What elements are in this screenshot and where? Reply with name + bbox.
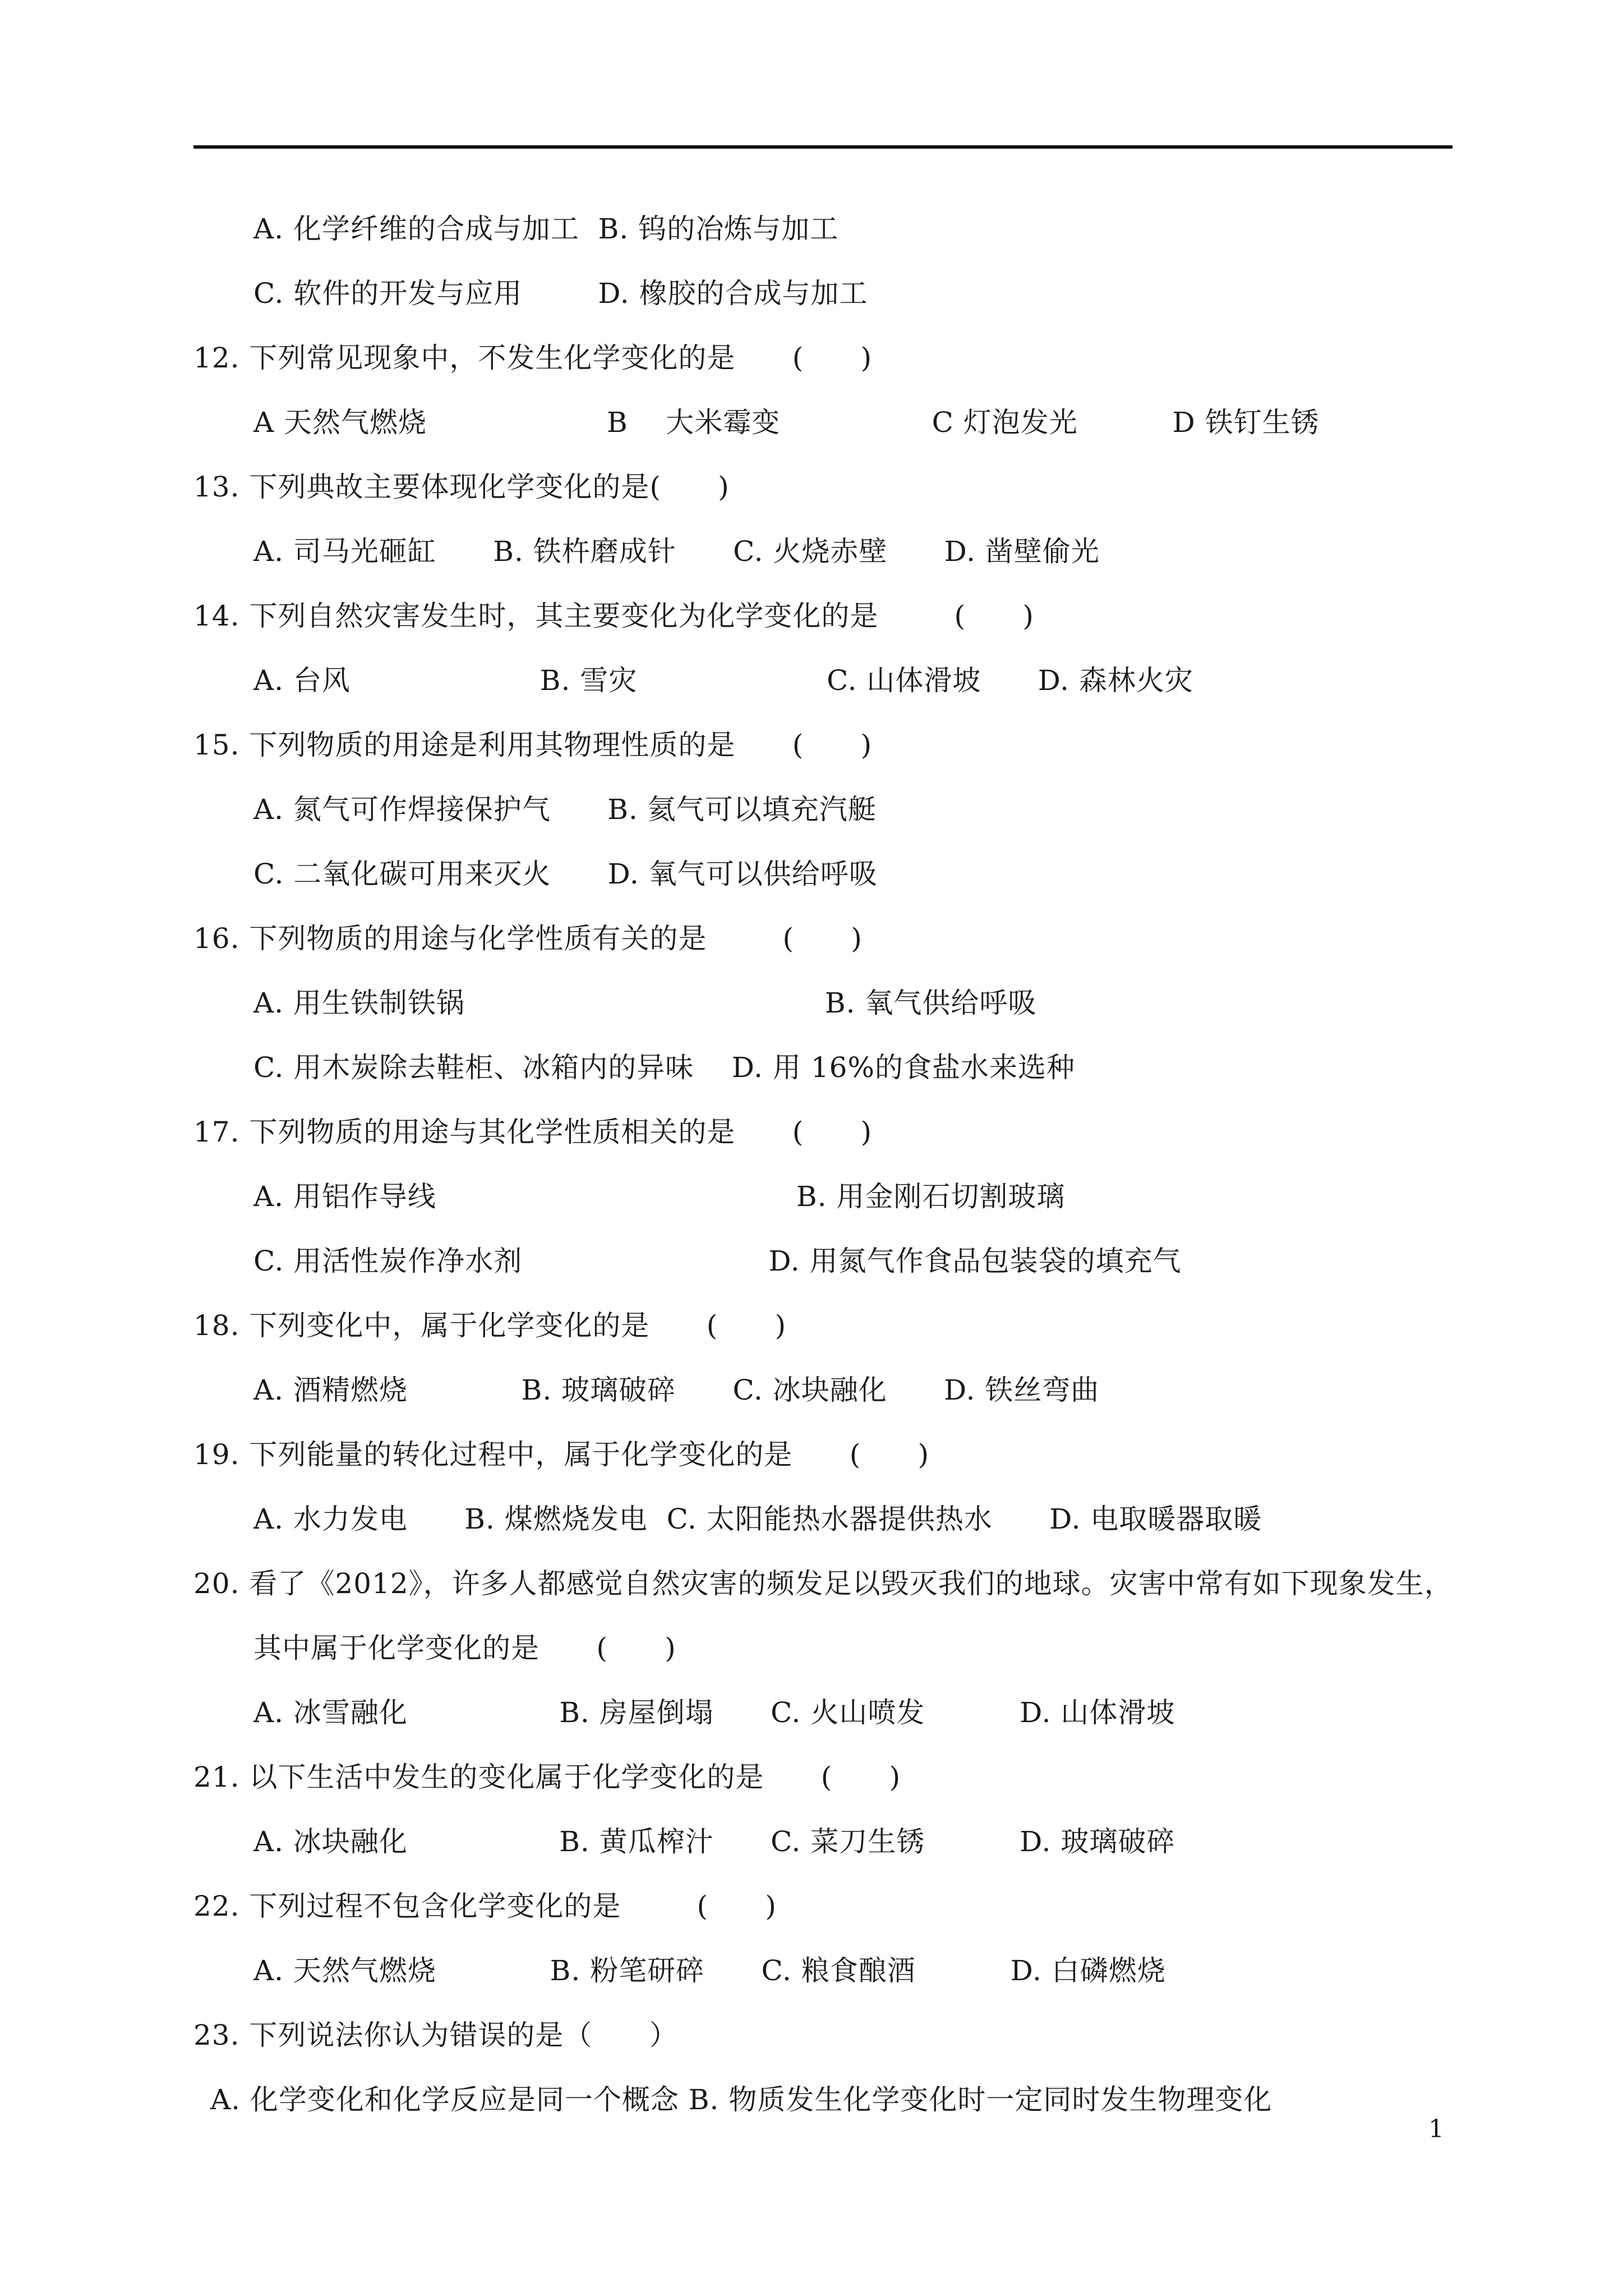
q18-stem: 18. 下列变化中，属于化学变化的是 ( ) xyxy=(193,1309,787,1342)
q15-stem: 15. 下列物质的用途是利用其物理性质的是 ( ) xyxy=(193,729,873,761)
q20-options: A. 冰雪融化 B. 房屋倒塌 C. 火山喷发 D. 山体滑坡 xyxy=(253,1696,1175,1729)
q17-options-ab: A. 用铝作导线 B. 用金刚石切割玻璃 xyxy=(253,1180,1066,1213)
q20-stem: 20. 看了《2012》，许多人都感觉自然灾害的频发足以毁灭我们的地球。灾害中常有如下现象发生， xyxy=(193,1567,1453,1600)
q14-options: A. 台风 B. 雪灾 C. 山体滑坡 D. 森林火灾 xyxy=(253,664,1193,697)
q14-stem: 14. 下列自然灾害发生时，其主要变化为化学变化的是 ( ) xyxy=(193,600,1034,632)
q23-stem: 23. 下列说法你认为错误的是（ ） xyxy=(193,2019,678,2051)
q13-stem: 13. 下列典故主要体现化学变化的是( ) xyxy=(193,471,730,503)
q19-stem: 19. 下列能量的转化过程中，属于化学变化的是 ( ) xyxy=(193,1438,930,1471)
q17-options-cd: C. 用活性炭作净水剂 D. 用氮气作食品包装袋的填充气 xyxy=(253,1245,1182,1277)
q15-options-ab: A. 氮气可作焊接保护气 B. 氦气可以填充汽艇 xyxy=(253,793,877,826)
q17-stem: 17. 下列物质的用途与其化学性质相关的是 ( ) xyxy=(193,1116,873,1148)
q19-options: A. 水力发电 B. 煤燃烧发电 C. 太阳能热水器提供热水 D. 电取暖器取暖 xyxy=(253,1503,1262,1535)
q12-stem: 12. 下列常见现象中，不发生化学变化的是 ( ) xyxy=(193,342,873,374)
q16-stem: 16. 下列物质的用途与化学性质有关的是 ( ) xyxy=(193,922,863,955)
q12-options: A 天然气燃烧 B 大米霉变 C 灯泡发光 D 铁钉生锈 xyxy=(253,406,1320,439)
q20-stem-cont: 其中属于化学变化的是 ( ) xyxy=(253,1632,676,1664)
q13-options: A. 司马光砸缸 B. 铁杵磨成针 C. 火烧赤壁 D. 凿壁偷光 xyxy=(253,535,1100,568)
q21-options: A. 冰块融化 B. 黄瓜榨汁 C. 菜刀生锈 D. 玻璃破碎 xyxy=(253,1825,1175,1858)
header-rule xyxy=(193,145,1453,149)
q22-options: A. 天然气燃烧 B. 粉笔研碎 C. 粮食酿酒 D. 白磷燃烧 xyxy=(253,1954,1166,1987)
q16-options-ab: A. 用生铁制铁锅 B. 氧气供给呼吸 xyxy=(253,987,1037,1019)
q21-stem: 21. 以下生活中发生的变化属于化学变化的是 ( ) xyxy=(193,1761,901,1793)
q22-stem: 22. 下列过程不包含化学变化的是 ( ) xyxy=(193,1890,777,1922)
q11-options-cd: C. 软件的开发与应用 D. 橡胶的合成与加工 xyxy=(253,277,868,310)
q23-options-ab: A. 化学变化和化学反应是同一个概念 B. 物质发生化学变化时一定同时发生物理变化 xyxy=(210,2083,1272,2116)
q15-options-cd: C. 二氧化碳可用来灭火 D. 氧气可以供给呼吸 xyxy=(253,858,878,890)
page-number: 1 xyxy=(1428,2115,1444,2143)
q16-options-cd: C. 用木炭除去鞋柜、冰箱内的异味 D. 用 16%的食盐水来选种 xyxy=(253,1051,1075,1084)
q18-options: A. 酒精燃烧 B. 玻璃破碎 C. 冰块融化 D. 铁丝弯曲 xyxy=(253,1374,1100,1406)
q11-options-ab: A. 化学纤维的合成与加工 B. 钨的冶炼与加工 xyxy=(253,213,839,245)
